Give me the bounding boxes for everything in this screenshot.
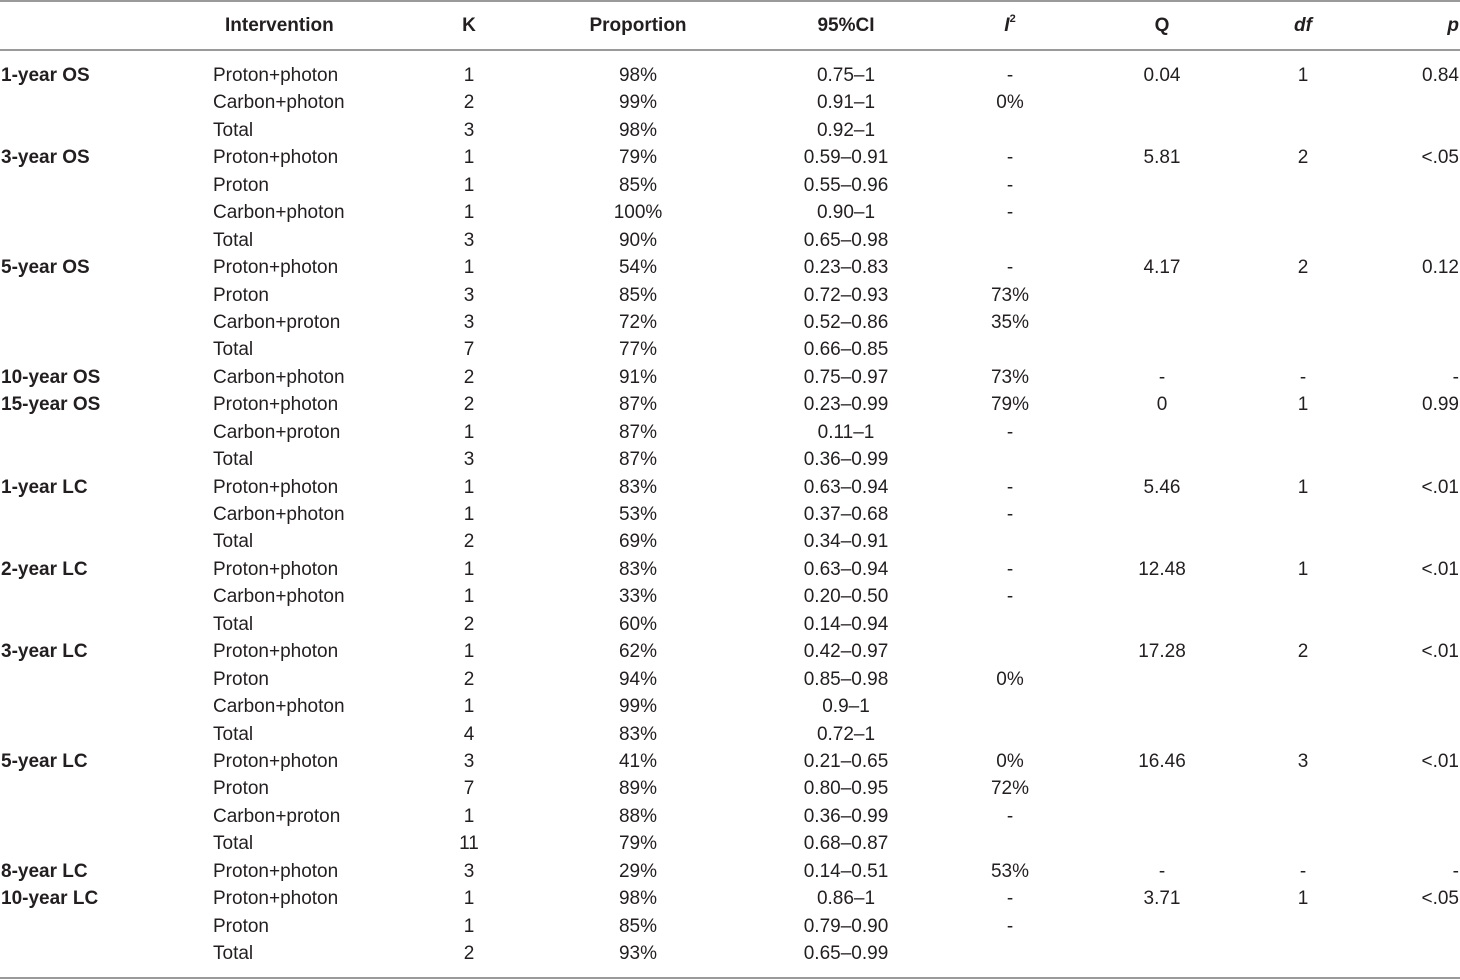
df-cell: 1 bbox=[1297, 558, 1309, 580]
table-row bbox=[0, 227, 1460, 254]
intervention-cell: Proton+photon bbox=[213, 147, 339, 169]
p-cell: <.01 bbox=[1421, 750, 1459, 772]
k-cell: 3 bbox=[463, 311, 475, 333]
proportion-cell: 87% bbox=[618, 421, 658, 443]
i-squared-cell: - bbox=[1006, 805, 1014, 827]
proportion-cell: 72% bbox=[618, 311, 658, 333]
ci-cell: 0.90–1 bbox=[816, 202, 876, 224]
ci-cell: 0.23–0.99 bbox=[803, 394, 889, 416]
proportion-cell: 79% bbox=[618, 833, 658, 855]
p-cell: - bbox=[1452, 860, 1459, 882]
df-cell: 3 bbox=[1297, 750, 1309, 772]
k-cell: 3 bbox=[463, 229, 475, 251]
df-cell: - bbox=[1299, 860, 1307, 882]
df-cell: 1 bbox=[1297, 394, 1309, 416]
proportion-cell: 98% bbox=[618, 119, 658, 141]
header-intervention: Intervention bbox=[225, 15, 334, 36]
intervention-cell: Total bbox=[213, 531, 254, 553]
proportion-cell: 99% bbox=[618, 92, 658, 114]
proportion-cell: 99% bbox=[618, 696, 658, 718]
intervention-cell: Carbon+proton bbox=[213, 311, 341, 333]
header-p: p bbox=[1447, 15, 1459, 36]
ci-cell: 0.14–0.94 bbox=[803, 613, 889, 635]
outcome-cell: 1-year LC bbox=[1, 476, 88, 498]
table-row bbox=[0, 583, 1460, 610]
proportion-cell: 89% bbox=[618, 778, 658, 800]
intervention-cell: Carbon+photon bbox=[213, 696, 345, 718]
proportion-cell: 85% bbox=[618, 284, 658, 306]
proportion-cell: 87% bbox=[618, 449, 658, 471]
ci-cell: 0.91–1 bbox=[816, 92, 876, 114]
table-row bbox=[0, 940, 1460, 967]
k-cell: 4 bbox=[463, 723, 475, 745]
p-cell: <.05 bbox=[1421, 147, 1459, 169]
proportion-cell: 33% bbox=[618, 586, 658, 608]
i-squared-cell: - bbox=[1006, 147, 1014, 169]
header-q: Q bbox=[1154, 15, 1170, 36]
k-cell: 1 bbox=[463, 257, 475, 279]
table-row bbox=[0, 62, 1460, 89]
intervention-cell: Total bbox=[213, 723, 254, 745]
proportion-cell: 62% bbox=[618, 641, 658, 663]
k-cell: 1 bbox=[463, 504, 475, 525]
k-cell: 7 bbox=[463, 778, 475, 800]
ci-cell: 0.21–0.65 bbox=[803, 750, 889, 772]
proportion-cell: 79% bbox=[618, 147, 658, 169]
k-cell: 3 bbox=[463, 860, 475, 882]
ci-cell: 0.23–0.83 bbox=[803, 257, 889, 279]
header-i-squared-superscript: 2 bbox=[1009, 13, 1016, 25]
k-cell: 1 bbox=[463, 558, 475, 580]
intervention-cell: Proton+photon bbox=[213, 65, 339, 86]
table-row bbox=[0, 144, 1460, 171]
header-i-squared-letter: I bbox=[1004, 15, 1010, 36]
ci-cell: 0.75–1 bbox=[816, 65, 876, 86]
outcome-cell: 10-year LC bbox=[1, 888, 99, 910]
df-cell: - bbox=[1299, 366, 1307, 388]
outcome-cell: 1-year OS bbox=[1, 65, 90, 86]
p-cell: <.01 bbox=[1421, 641, 1459, 663]
proportion-cell: 94% bbox=[618, 668, 658, 690]
k-cell: 3 bbox=[463, 449, 475, 471]
intervention-cell: Proton+photon bbox=[213, 257, 339, 279]
intervention-cell: Total bbox=[213, 613, 254, 635]
i-squared-cell: 35% bbox=[990, 311, 1030, 333]
i-squared-cell: 0% bbox=[996, 668, 1024, 690]
table-row bbox=[0, 913, 1460, 940]
ci-cell: 0.68–0.87 bbox=[803, 833, 889, 855]
proportion-cell: 77% bbox=[618, 339, 658, 361]
table-row bbox=[0, 666, 1460, 693]
ci-cell: 0.72–1 bbox=[816, 723, 876, 745]
df-cell: 1 bbox=[1297, 476, 1309, 498]
intervention-cell: Total bbox=[213, 119, 254, 141]
intervention-cell: Proton+photon bbox=[213, 394, 339, 416]
table-row bbox=[0, 172, 1460, 199]
intervention-cell: Proton+photon bbox=[213, 558, 339, 580]
i-squared-cell: - bbox=[1006, 476, 1014, 498]
table-row bbox=[0, 556, 1460, 583]
p-cell: <.05 bbox=[1421, 888, 1459, 910]
proportion-cell: 83% bbox=[618, 723, 658, 745]
outcome-cell: 3-year OS bbox=[1, 147, 90, 169]
header-proportion: Proportion bbox=[589, 15, 687, 36]
k-cell: 1 bbox=[463, 888, 475, 910]
table-header-rule bbox=[0, 49, 1460, 51]
proportion-cell: 87% bbox=[618, 394, 658, 416]
intervention-cell: Proton bbox=[213, 174, 269, 196]
intervention-cell: Total bbox=[213, 229, 254, 251]
table-row bbox=[0, 474, 1460, 501]
proportion-cell: 98% bbox=[618, 888, 658, 910]
intervention-cell: Proton+photon bbox=[213, 750, 339, 772]
proportion-cell: 60% bbox=[618, 613, 658, 635]
table-row bbox=[0, 364, 1460, 391]
df-cell: 1 bbox=[1297, 888, 1309, 910]
k-cell: 2 bbox=[463, 668, 475, 690]
q-cell: 16.46 bbox=[1138, 750, 1186, 772]
proportion-cell: 100% bbox=[613, 202, 663, 224]
outcome-cell: 10-year OS bbox=[1, 366, 101, 388]
proportion-cell: 83% bbox=[618, 476, 658, 498]
table-header-row bbox=[0, 0, 1460, 50]
k-cell: 2 bbox=[463, 613, 475, 635]
intervention-cell: Carbon+photon bbox=[213, 586, 345, 608]
intervention-cell: Carbon+photon bbox=[213, 366, 345, 388]
df-cell: 2 bbox=[1297, 641, 1309, 663]
ci-cell: 0.65–0.98 bbox=[803, 229, 889, 251]
ci-cell: 0.85–0.98 bbox=[803, 668, 889, 690]
k-cell: 2 bbox=[463, 92, 475, 114]
ci-cell: 0.11–1 bbox=[817, 421, 875, 443]
intervention-cell: Carbon+proton bbox=[213, 805, 341, 827]
ci-cell: 0.86–1 bbox=[816, 888, 876, 910]
k-cell: 2 bbox=[463, 531, 475, 553]
ci-cell: 0.20–0.50 bbox=[803, 586, 889, 608]
q-cell: - bbox=[1158, 860, 1166, 882]
intervention-cell: Carbon+photon bbox=[213, 202, 345, 224]
header-df: df bbox=[1294, 15, 1312, 36]
outcome-cell: 3-year LC bbox=[1, 641, 88, 663]
table-body bbox=[0, 62, 1460, 967]
i-squared-cell: 72% bbox=[990, 778, 1030, 800]
table-row bbox=[0, 693, 1460, 720]
q-cell: 0 bbox=[1156, 394, 1168, 416]
ci-cell: 0.59–0.91 bbox=[803, 147, 889, 169]
k-cell: 3 bbox=[463, 750, 475, 772]
ci-cell: 0.63–0.94 bbox=[803, 476, 889, 498]
table-row bbox=[0, 89, 1460, 116]
table-row bbox=[0, 803, 1460, 830]
intervention-cell: Proton+photon bbox=[213, 860, 339, 882]
i-squared-cell: 0% bbox=[996, 92, 1024, 114]
q-cell: 5.46 bbox=[1143, 476, 1181, 498]
ci-cell: 0.65–0.99 bbox=[803, 943, 889, 964]
table-row bbox=[0, 775, 1460, 802]
i-squared-cell: - bbox=[1006, 586, 1014, 608]
intervention-cell: Carbon+photon bbox=[213, 92, 345, 114]
p-cell: - bbox=[1452, 366, 1459, 388]
k-cell: 1 bbox=[463, 641, 475, 663]
intervention-cell: Proton+photon bbox=[213, 641, 339, 663]
table-row bbox=[0, 336, 1460, 363]
k-cell: 11 bbox=[459, 833, 479, 855]
ci-cell: 0.80–0.95 bbox=[803, 778, 889, 800]
df-cell: 1 bbox=[1297, 65, 1309, 86]
ci-cell: 0.92–1 bbox=[816, 119, 876, 141]
ci-cell: 0.52–0.86 bbox=[803, 311, 889, 333]
table-row bbox=[0, 501, 1460, 528]
outcome-cell: 8-year LC bbox=[1, 860, 88, 882]
df-cell: 2 bbox=[1297, 257, 1309, 279]
q-cell: 3.71 bbox=[1143, 888, 1181, 910]
outcome-cell: 15-year OS bbox=[1, 394, 101, 416]
k-cell: 2 bbox=[463, 366, 475, 388]
ci-cell: 0.14–0.51 bbox=[803, 860, 889, 882]
k-cell: 1 bbox=[463, 174, 475, 196]
i-squared-cell: - bbox=[1006, 915, 1014, 937]
q-cell: - bbox=[1158, 366, 1166, 388]
k-cell: 1 bbox=[463, 421, 475, 443]
table-row bbox=[0, 419, 1460, 446]
table-row bbox=[0, 638, 1460, 665]
proportion-cell: 83% bbox=[618, 558, 658, 580]
k-cell: 1 bbox=[463, 696, 475, 718]
intervention-cell: Total bbox=[213, 943, 254, 964]
table-row bbox=[0, 117, 1460, 144]
proportion-cell: 41% bbox=[618, 750, 658, 772]
table-bottom-rule bbox=[0, 977, 1460, 979]
k-cell: 1 bbox=[463, 65, 475, 86]
i-squared-cell: 53% bbox=[990, 860, 1030, 882]
intervention-cell: Total bbox=[213, 449, 254, 471]
p-cell: 0.12 bbox=[1422, 257, 1459, 279]
table-row bbox=[0, 528, 1460, 555]
ci-cell: 0.42–0.97 bbox=[803, 641, 889, 663]
i-squared-cell: 79% bbox=[990, 394, 1030, 416]
table-row bbox=[0, 748, 1460, 775]
table-row bbox=[0, 885, 1460, 912]
table-row bbox=[0, 199, 1460, 226]
proportion-cell: 53% bbox=[618, 504, 658, 525]
df-cell: 2 bbox=[1297, 147, 1309, 169]
ci-cell: 0.66–0.85 bbox=[803, 339, 889, 361]
intervention-cell: Carbon+photon bbox=[213, 504, 345, 525]
k-cell: 3 bbox=[463, 119, 475, 141]
outcome-cell: 2-year LC bbox=[1, 558, 88, 580]
ci-cell: 0.9–1 bbox=[822, 696, 870, 718]
i-squared-cell: - bbox=[1006, 65, 1014, 86]
p-cell: <.01 bbox=[1421, 558, 1459, 580]
i-squared-cell: - bbox=[1006, 888, 1014, 910]
intervention-cell: Proton bbox=[213, 284, 269, 306]
ci-cell: 0.36–0.99 bbox=[803, 449, 889, 471]
p-cell: <.01 bbox=[1421, 476, 1459, 498]
intervention-cell: Carbon+proton bbox=[213, 421, 341, 443]
intervention-cell: Proton+photon bbox=[213, 476, 339, 498]
k-cell: 1 bbox=[463, 915, 475, 937]
proportion-cell: 93% bbox=[618, 943, 658, 964]
table-row bbox=[0, 391, 1460, 418]
q-cell: 0.04 bbox=[1143, 65, 1181, 86]
i-squared-cell: - bbox=[1006, 202, 1014, 224]
ci-cell: 0.36–0.99 bbox=[803, 805, 889, 827]
k-cell: 3 bbox=[463, 284, 475, 306]
table-row bbox=[0, 282, 1460, 309]
i-squared-cell: 73% bbox=[990, 366, 1030, 388]
table-row bbox=[0, 721, 1460, 748]
intervention-cell: Proton bbox=[213, 915, 269, 937]
ci-cell: 0.37–0.68 bbox=[803, 504, 889, 525]
table-row bbox=[0, 858, 1460, 885]
k-cell: 1 bbox=[463, 147, 475, 169]
ci-cell: 0.72–0.93 bbox=[803, 284, 889, 306]
proportion-cell: 85% bbox=[618, 174, 658, 196]
proportion-cell: 85% bbox=[618, 915, 658, 937]
intervention-cell: Proton+photon bbox=[213, 888, 339, 910]
proportion-cell: 29% bbox=[618, 860, 658, 882]
header-ci: 95%CI bbox=[817, 15, 875, 36]
k-cell: 1 bbox=[463, 202, 475, 224]
table-row bbox=[0, 309, 1460, 336]
k-cell: 1 bbox=[463, 805, 475, 827]
outcome-cell: 5-year OS bbox=[1, 257, 90, 279]
i-squared-cell: - bbox=[1006, 558, 1014, 580]
i-squared-cell: - bbox=[1006, 421, 1014, 443]
header-i-squared bbox=[970, 12, 1050, 40]
table-row bbox=[0, 254, 1460, 281]
intervention-cell: Total bbox=[213, 339, 254, 361]
i-squared-cell: 0% bbox=[996, 750, 1024, 772]
ci-cell: 0.55–0.96 bbox=[803, 174, 889, 196]
ci-cell: 0.75–0.97 bbox=[803, 366, 889, 388]
proportion-cell: 98% bbox=[618, 65, 658, 86]
q-cell: 5.81 bbox=[1143, 147, 1181, 169]
q-cell: 12.48 bbox=[1138, 558, 1186, 580]
p-cell: 0.84 bbox=[1422, 65, 1459, 86]
proportion-cell: 69% bbox=[618, 531, 658, 553]
i-squared-cell: - bbox=[1006, 257, 1014, 279]
p-cell: 0.99 bbox=[1422, 394, 1459, 416]
k-cell: 7 bbox=[463, 339, 475, 361]
q-cell: 17.28 bbox=[1138, 641, 1186, 663]
k-cell: 2 bbox=[463, 394, 475, 416]
header-k: K bbox=[462, 15, 476, 36]
intervention-cell: Total bbox=[213, 833, 254, 855]
proportion-cell: 91% bbox=[618, 366, 658, 388]
k-cell: 2 bbox=[463, 943, 475, 964]
proportion-cell: 54% bbox=[618, 257, 658, 279]
table-row bbox=[0, 611, 1460, 638]
intervention-cell: Proton bbox=[213, 778, 269, 800]
q-cell: 4.17 bbox=[1143, 257, 1181, 279]
k-cell: 1 bbox=[463, 586, 475, 608]
i-squared-cell: - bbox=[1006, 174, 1014, 196]
ci-cell: 0.79–0.90 bbox=[803, 915, 889, 937]
proportion-cell: 88% bbox=[618, 805, 658, 827]
i-squared-cell: 73% bbox=[990, 284, 1030, 306]
i-squared-cell: - bbox=[1006, 504, 1014, 525]
table-row bbox=[0, 830, 1460, 857]
intervention-cell: Proton bbox=[213, 668, 269, 690]
ci-cell: 0.63–0.94 bbox=[803, 558, 889, 580]
proportion-cell: 90% bbox=[618, 229, 658, 251]
k-cell: 1 bbox=[463, 476, 475, 498]
outcome-cell: 5-year LC bbox=[1, 750, 88, 772]
ci-cell: 0.34–0.91 bbox=[803, 531, 889, 553]
table-row bbox=[0, 446, 1460, 473]
